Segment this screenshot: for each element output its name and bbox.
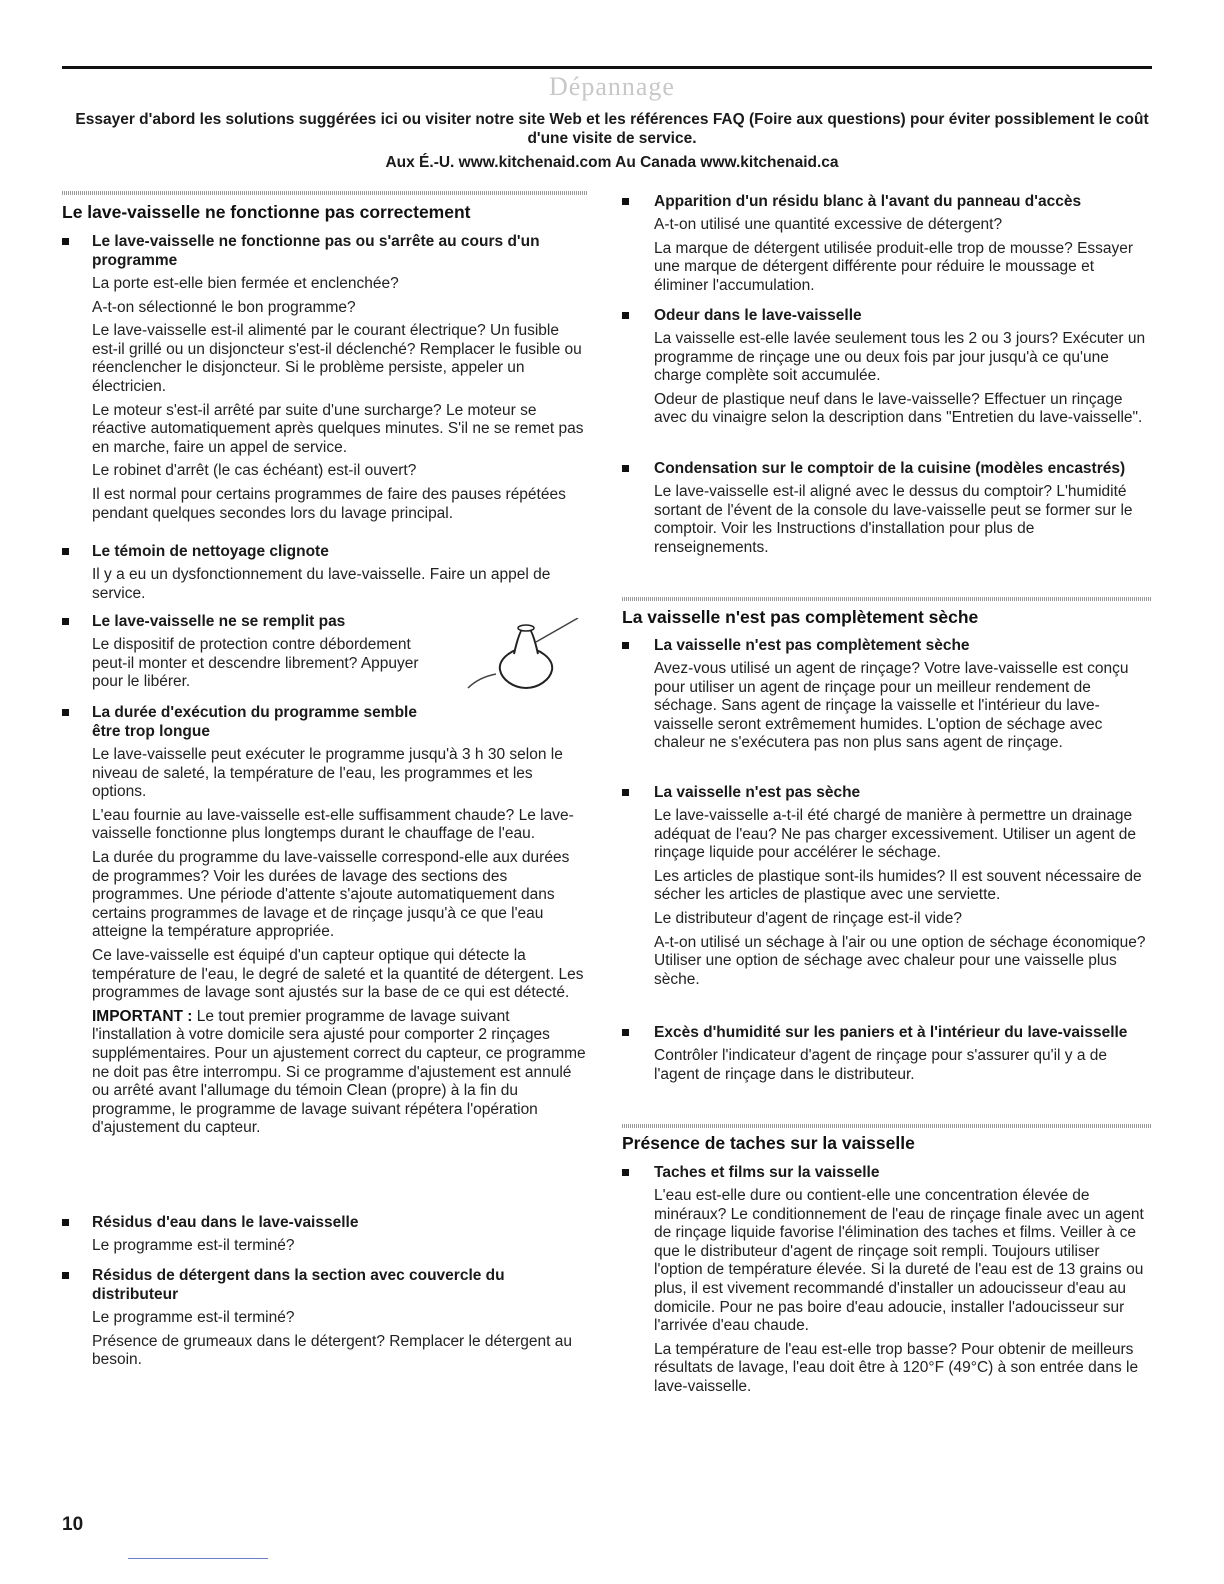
paragraph: A-t-on utilisé une quantité excessive de détergent? xyxy=(654,216,1003,233)
list-item xyxy=(62,1266,588,1370)
item-title: Odeur dans le lave-vaisselle xyxy=(654,307,862,324)
page-number: 10 xyxy=(62,1514,84,1535)
paragraph: Le dispositif de protection contre débordement peut-il monter et descendre librement? Appuyer pour le libérer. xyxy=(92,636,419,691)
list-item xyxy=(622,783,1152,989)
list-item xyxy=(622,636,1152,753)
paragraph: Le programme est-il terminé? xyxy=(92,1237,295,1254)
paragraph: Le lave-vaisselle est-il aligné avec le dessus du comptoir? L'humidité sortant de l'évent de la console du lave-vaisselle peut se former sur le comptoir. Voir les Instructions d'installation pour plus de renseignements. xyxy=(654,483,1133,556)
item-title: Taches et films sur la vaisselle xyxy=(654,1164,880,1181)
paragraph: Le moteur s'est-il arrêté par suite d'une surcharge? Le moteur se réactive automatiquement après quelques minutes. S'il ne se remet pas en marche, faire un appel de service. xyxy=(92,401,584,456)
bottom-line xyxy=(128,1558,268,1559)
bullet-icon xyxy=(62,709,69,716)
section-title-not-working: Le lave-vaisselle ne fonctionne pas correctement xyxy=(62,202,471,222)
paragraph: Le lave-vaisselle a-t-il été chargé de manière à permettre un drainage adéquat de l'eau? Ne pas charger excessivement. Utiliser un agent de rinçage liquide pour accélérer le séchage. xyxy=(654,807,1137,862)
item-title: La durée d'exécution du programme semble être trop longue xyxy=(92,704,417,740)
paragraph: L'eau fournie au lave-vaisselle est-elle suffisamment chaude? Le lave-vaisselle fonctionne plus longtemps durant le chauffage de l'eau. xyxy=(92,806,574,843)
item-title: Le témoin de nettoyage clignote xyxy=(92,543,329,560)
paragraph: L'eau est-elle dure ou contient-elle une concentration élevée de minéraux? Le conditionnement de l'eau de rinçage finale avec un agent de rinçage liquide favorise l'élimination des taches et films. Veiller à ce que le distributeur d'agent de rinçage soit rempli. Toujours utiliser l'option de température élevée. Si la dureté de l'eau est de 13 grains ou plus, il est vivement recommandé d'installer un adoucisseur d'eau au domicile. Pour ne pas boire d'eau adoucie, installer l'adoucisseur sur l'arrivée d'eau chaude. xyxy=(654,1187,1144,1335)
section-divider xyxy=(622,1124,1152,1128)
list-item xyxy=(622,1023,1152,1084)
item-title: Le lave-vaisselle ne fonctionne pas ou s'arrête au cours d'un programme xyxy=(92,233,540,269)
section-title-not-dry: La vaisselle n'est pas complètement sèche xyxy=(622,607,979,627)
top-rule xyxy=(62,66,1152,69)
paragraph: Avez-vous utilisé un agent de rinçage? Votre lave-vaisselle est conçu pour utiliser un agent de rinçage pour un meilleur rendement de séchage. Sans agent de rinçage la vaisselle et l'intérieur du lave-vaisselle seront extrêmement humides. L'option de séchage avec chaleur ne s'exécutera pas non plus sans agent de rinçage. xyxy=(654,660,1129,752)
important-text: Le tout premier programme de lavage suivant l'installation à votre domicile sera ajusté pour comporter 2 rinçages supplémentaires. Pour un ajustement correct du capteur, ce programme ne doit pas être interrompu. Si ce programme d'ajustement est annulé ou arrêté avant l'allumage du témoin Clean (propre) à la fin du programme, le programme de lavage suivant répétera l'opération d'ajustement du capteur. xyxy=(92,1007,586,1137)
paragraph: Le lave-vaisselle peut exécuter le programme jusqu'à 3 h 30 selon le niveau de saleté, la température de l'eau, les programmes et les options. xyxy=(92,746,563,801)
list-item xyxy=(62,1213,588,1256)
paragraph: Le lave-vaisselle est-il alimenté par le courant électrique? Un fusible est-il grillé ou un disjoncteur s'est-il déclenché? Remplacer le fusible ou réenclencher le disjoncteur. Si le problème persiste, appeler un électricien. xyxy=(92,322,582,395)
paragraph: La durée du programme du lave-vaisselle correspond-elle aux durées de programmes? Voir les durées de lavage des sections des programmes. Une période d'attente s'ajoute automatiquement dans certains programmes de lavage et de rinçage jusqu'à ce que l'eau atteigne la température appropriée. xyxy=(92,848,570,941)
paragraph: Il est normal pour certains programmes de faire des pauses répétées pendant quelques secondes lors du lavage principal. xyxy=(92,485,566,522)
bullet-icon xyxy=(622,1029,629,1036)
important-label: IMPORTANT : xyxy=(92,1007,193,1025)
list-item xyxy=(622,1163,1152,1397)
paragraph: A-t-on utilisé un séchage à l'air ou une option de séchage économique? Utiliser une option de séchage avec chaleur pour une vaisselle plus sèche. xyxy=(654,933,1146,988)
paragraph: La porte est-elle bien fermée et enclenchée? xyxy=(92,275,399,292)
list-item xyxy=(62,542,588,603)
bullet-icon xyxy=(62,1272,69,1279)
bullet-icon xyxy=(622,465,629,472)
list-item xyxy=(622,192,1152,295)
item-title: Résidus de détergent dans la section avec couvercle du distributeur xyxy=(92,1267,505,1303)
item-title: La vaisselle n'est pas complètement sèche xyxy=(654,637,970,654)
paragraph: La marque de détergent utilisée produit-elle trop de mousse? Essayer une marque de détergent différente pour réduire le moussage et éliminer l'accumulation. xyxy=(654,239,1134,294)
list-item xyxy=(622,306,1152,428)
section-divider xyxy=(622,597,1152,601)
bullet-icon xyxy=(622,198,629,205)
paragraph: Le robinet d'arrêt (le cas échéant) est-il ouvert? xyxy=(92,462,417,480)
intro-text: Essayer d'abord les solutions suggérées ici ou visiter notre site Web et les références FAQ (Foire aux questions) pour éviter possiblement le coût d'une visite de service. xyxy=(75,111,1149,147)
bullet-icon xyxy=(62,238,69,245)
list-item xyxy=(62,703,588,1138)
paragraph: A-t-on sélectionné le bon programme? xyxy=(92,298,356,316)
websites-line: Aux É.-U. www.kitchenaid.com Au Canada www.kitchenaid.ca xyxy=(385,154,839,171)
overfill-float-icon xyxy=(466,618,586,698)
section-divider xyxy=(62,191,588,195)
paragraph: Ce lave-vaisselle est équipé d'un capteur optique qui détecte la température de l'eau, le degré de saleté et la quantité de détergent. Les programmes de lavage sont ajustés sur la base de ce qui est détecté. xyxy=(92,946,584,1002)
paragraph: La vaisselle est-elle lavée seulement tous les 2 ou 3 jours? Exécuter un programme de rinçage une ou deux fois par jour jusqu'à ce qu'une charge complète soit accumulée. xyxy=(654,330,1146,385)
item-title: Excès d'humidité sur les paniers et à l'intérieur du lave-vaisselle xyxy=(654,1024,1128,1041)
paragraph: Les articles de plastique sont-ils humides? Il est souvent nécessaire de sécher les articles de plastique avec une serviette. xyxy=(654,867,1142,904)
item-title: Le lave-vaisselle ne se remplit pas xyxy=(92,613,346,630)
page-title: Dépannage xyxy=(549,72,675,101)
paragraph: Le distributeur d'agent de rinçage est-il vide? xyxy=(654,909,962,927)
paragraph: La température de l'eau est-elle trop basse? Pour obtenir de meilleurs résultats de lavage, l'eau doit être à 120°F (49°C) à son entrée dans le lave-vaisselle. xyxy=(654,1340,1139,1395)
item-title: La vaisselle n'est pas sèche xyxy=(654,784,861,801)
list-item xyxy=(62,232,588,523)
important-note xyxy=(92,1008,588,1138)
bullet-icon xyxy=(62,1219,69,1226)
paragraph: Le programme est-il terminé? xyxy=(92,1309,295,1326)
bullet-icon xyxy=(62,618,69,625)
bullet-icon xyxy=(62,548,69,555)
paragraph: Odeur de plastique neuf dans le lave-vaisselle? Effectuer un rinçage avec du vinaigre selon la description dans "Entretien du lave-vaisselle". xyxy=(654,390,1143,427)
section-title-spots: Présence de taches sur la vaisselle xyxy=(622,1133,915,1153)
paragraph: Il y a eu un dysfonctionnement du lave-vaisselle. Faire un appel de service. xyxy=(92,566,551,602)
bullet-icon xyxy=(622,312,629,319)
bullet-icon xyxy=(622,789,629,796)
bullet-icon xyxy=(622,1169,629,1176)
item-title: Résidus d'eau dans le lave-vaisselle xyxy=(92,1214,359,1231)
paragraph: Présence de grumeaux dans le détergent? Remplacer le détergent au besoin. xyxy=(92,1332,572,1369)
paragraph: Contrôler l'indicateur d'agent de rinçage pour s'assurer qu'il y a de l'agent de rinçage dans le distributeur. xyxy=(654,1047,1107,1083)
item-title: Condensation sur le comptoir de la cuisine (modèles encastrés) xyxy=(654,460,1126,477)
list-item xyxy=(622,459,1152,557)
bullet-icon xyxy=(622,642,629,649)
item-title: Apparition d'un résidu blanc à l'avant du panneau d'accès xyxy=(654,193,1082,210)
